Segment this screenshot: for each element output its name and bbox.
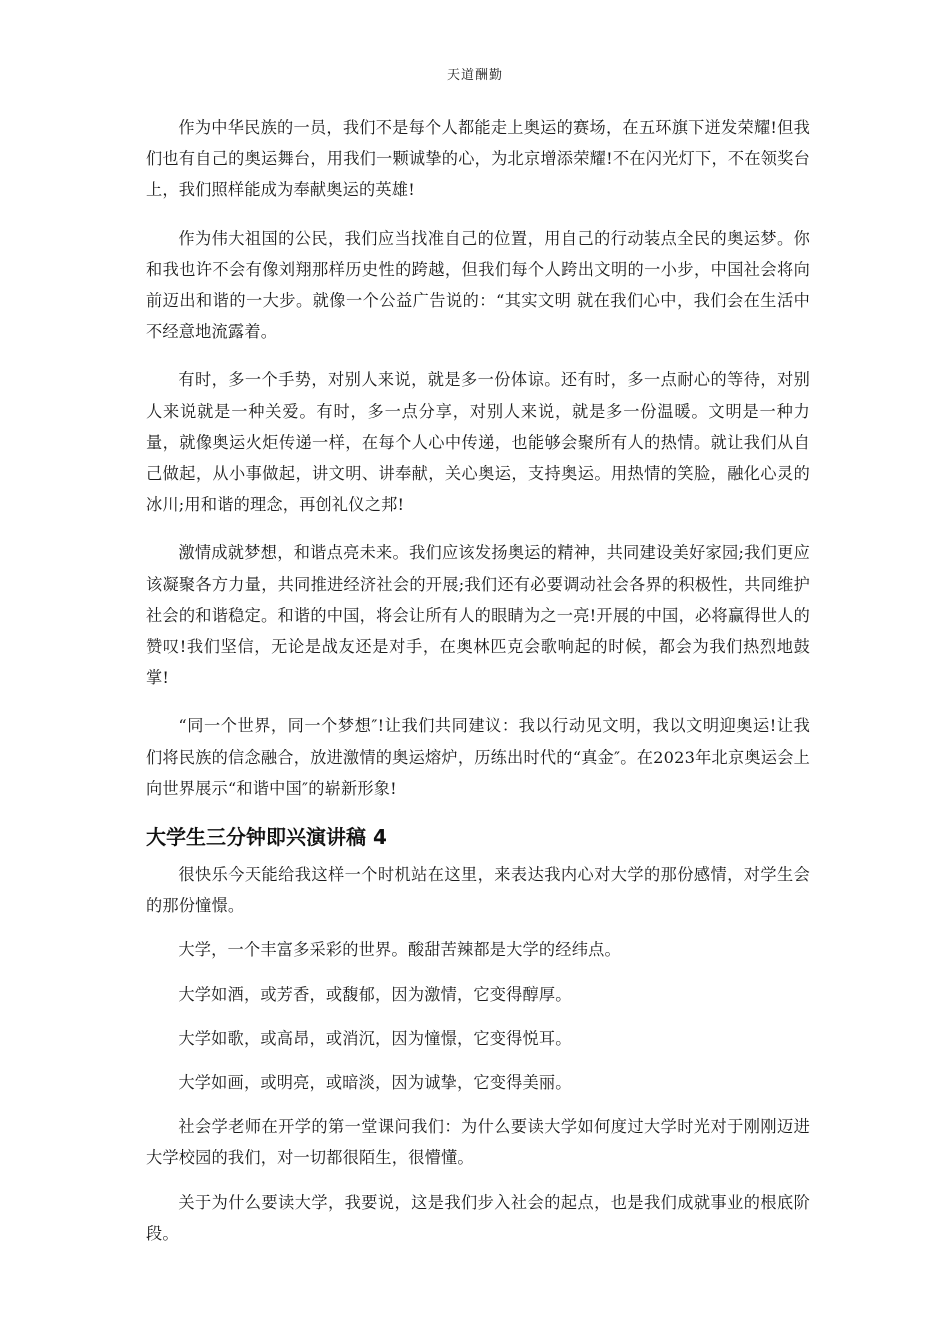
paragraph-1: 作为中华民族的一员，我们不是每个人都能走上奥运的赛场，在五环旗下迸发荣耀!但我们也有自己的奥运舞台，用我们一颗诚挚的心，为北京增添荣耀!不在闪光灯下，不在领奖台上，我们照样能成为奉献奥运的英雄!	[146, 118, 810, 200]
paragraph-8: 大学如酒，或芳香，或馥郁，因为激情，它变得醇厚。	[178, 984, 572, 1004]
paragraph-6: 很快乐今天能给我这样一个时机站在这里，来表达我内心对大学的那份感情，对学生会的那份憧憬。	[146, 865, 810, 916]
document-body	[146, 112, 810, 1262]
paragraph-11: 社会学老师在开学的第一堂课问我们：为什么要读大学如何度过大学时光对于刚刚迈进大学校园的我们，对一切都很陌生，很懵懂。	[146, 1117, 810, 1168]
paragraph-3: 有时，多一个手势，对别人来说，就是多一份体谅。还有时，多一点耐心的等待，对别人来说就是一种关爱。有时，多一点分享，对别人来说，就是多一份温暖。文明是一种力量，就像奥运火炬传递一样，在每个人心中传递，也能够会聚所有人的热情。就让我们从自己做起，从小事做起，讲文明、讲奉献，关心奥运，支持奥运。用热情的笑脸，融化心灵的冰川;用和谐的理念，再创礼仪之邦!	[146, 370, 810, 515]
paragraph-7: 大学，一个丰富多采彩的世界。酸甜苦辣都是大学的经纬点。	[178, 940, 621, 960]
paragraph-5: “同一个世界，同一个梦想″!让我们共同建议：我以行动见文明，我以文明迎奥运!让我们将民族的信念融合，放进激情的奥运熔炉，历练出时代的“真金″。在2023年北京奥运会上向世界展示“和谐中国″的崭新形象!	[146, 716, 810, 798]
paragraph-12: 关于为什么要读大学，我要说，这是我们步入社会的起点，也是我们成就事业的根底阶段。	[146, 1192, 810, 1243]
section-heading: 大学生三分钟即兴演讲稿 4	[146, 825, 387, 850]
paragraph-2: 作为伟大祖国的公民，我们应当找准自己的位置，用自己的行动装点全民的奥运梦。你和我也许不会有像刘翔那样历史性的跨越，但我们每个人跨出文明的一小步，中国社会将向前迈出和谐的一大步。就像一个公益广告说的：“其实文明 就在我们心中，我们会在生活中不经意地流露着。	[146, 228, 810, 342]
page-header: 天道酬勤	[446, 68, 503, 83]
paragraph-10: 大学如画，或明亮，或暗淡，因为诚挚，它变得美丽。	[178, 1073, 572, 1093]
paragraph-4: 激情成就梦想，和谐点亮未来。我们应该发扬奥运的精神，共同建设美好家园;我们更应该凝聚各方力量，共同推进经济社会的开展;我们还有必要调动社会各界的积极性，共同维护社会的和谐稳定。和谐的中国，将会让所有人的眼睛为之一亮!开展的中国，必将赢得世人的赞叹!我们坚信，无论是战友还是对手，在奥林匹克会歌响起的时候，都会为我们热烈地鼓掌!	[146, 543, 810, 688]
paragraph-9: 大学如歌，或高昂，或消沉，因为憧憬，它变得悦耳。	[178, 1028, 572, 1048]
